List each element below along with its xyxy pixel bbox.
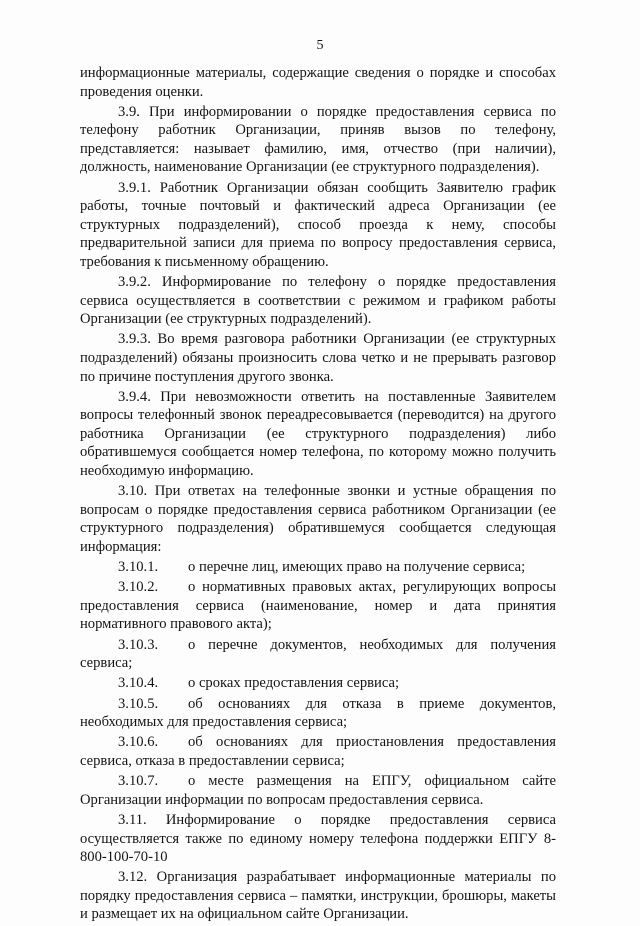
- list-item-number: 3.10.2.: [118, 579, 159, 596]
- paragraph-3-9-3: 3.9.3. Во время разговора работники Организации (ее структурных подразделений) обязаны произносить слова четко и не прерывать разговор по причине поступления другого звонка.: [80, 331, 556, 385]
- list-item-number: 3.10.4.: [118, 675, 159, 692]
- paragraph-3-11: 3.11. Информирование о порядке предоставления сервиса осуществляется также по единому номеру телефона поддержки ЕПГУ 8-800-100-70-10: [80, 811, 556, 866]
- list-item-number: 3.10.3.: [118, 636, 159, 653]
- list-item-text: о сроках предоставления сервиса;: [188, 675, 400, 692]
- list-item-3-10-6: [80, 733, 556, 770]
- list-item-number: 3.10.6.: [118, 734, 159, 751]
- list-item-3-10-3: [80, 636, 556, 673]
- list-item-number: 3.10.5.: [118, 695, 159, 712]
- paragraph-3-9-4: 3.9.4. При невозможности ответить на поставленные Заявителем вопросы телефонный звонок переадресовывается (переводится) на другого работника Организации (ее структурного подразделения) либо обратившемуся сообщается номер телефона, по которому можно получить необходимую информацию.: [80, 388, 556, 479]
- document-body: [80, 64, 556, 926]
- list-item-number: 3.10.1.: [118, 559, 159, 576]
- list-item-text: о перечне документов, необходимых для получения сервиса;: [80, 636, 556, 672]
- list-item-text: об основаниях для приостановления предоставления сервиса, отказа в предоставлении сервиса;: [80, 734, 556, 769]
- list-item-text: о месте размещения на ЕПГУ, официальном сайте Организации информации по вопросам предоставления сервиса.: [80, 773, 556, 808]
- list-item-text: о перечне лиц, имеющих право на получение сервиса;: [188, 559, 526, 576]
- list-item-text: об основаниях для отказа в приеме документов, необходимых для предоставления сервиса;: [80, 695, 556, 731]
- list-item-3-10-2: [80, 578, 556, 634]
- page-number: 5: [316, 38, 324, 53]
- paragraph-3-10: 3.10. При ответах на телефонные звонки и устные обращения по вопросам о порядке предоставления сервиса работником Организации (ее структурного подразделения) обратившемуся сообщается следующая информация:: [80, 483, 556, 555]
- paragraph-3-12: 3.12. Организация разрабатывает информационные материалы по порядку предоставления сервиса – памятки, инструкции, брошюры, макеты и размещает их на официальном сайте Организации.: [80, 869, 556, 923]
- list-item-3-10-7: [80, 772, 556, 809]
- paragraph: информационные материалы, содержащие сведения о порядке и способах проведения оценки.: [80, 65, 556, 100]
- list-item-3-10-5: [80, 695, 556, 732]
- list-item-number: 3.10.7.: [118, 773, 159, 790]
- list-item-3-10-1: [80, 558, 556, 577]
- list-item-text: о нормативных правовых актах, регулирующих вопросы предоставления сервиса (наименование, номер и дата принятия нормативного правового акта);: [80, 579, 556, 633]
- paragraph-3-9: 3.9. При информировании о порядке предоставления сервиса по телефону работник Организации, приняв вызов по телефону, представляется: называет фамилию, имя, отчество (при наличии), должность, наименование Организации (ее структурного подразделения).: [80, 103, 556, 176]
- paragraph-3-9-1: 3.9.1. Работник Организации обязан сообщить Заявителю график работы, точные почтовый и фактический адреса Организации (ее структурных подразделений), способ проезда к нему, способы предварительной записи для приема по вопросу предоставления сервиса, требования к письменному обращению.: [80, 179, 556, 270]
- list-item-3-10-4: [80, 674, 556, 693]
- paragraph-3-9-2: 3.9.2. Информирование по телефону о порядке предоставления сервиса осуществляется в соответствии с режимом и графиком работы Организации (ее структурных подразделений).: [80, 274, 556, 328]
